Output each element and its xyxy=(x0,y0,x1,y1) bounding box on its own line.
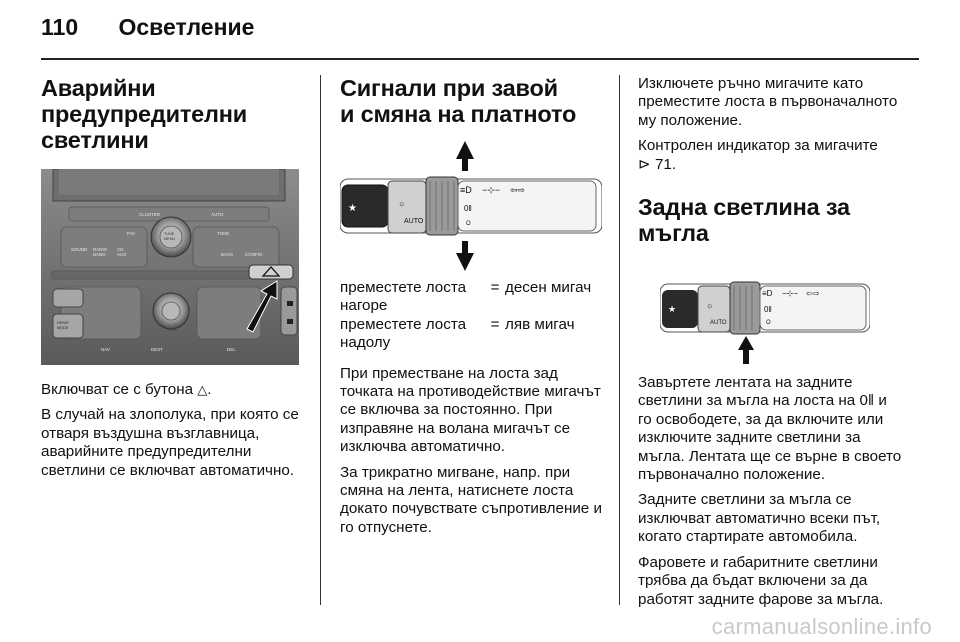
svg-text:⇦⇨: ⇦⇨ xyxy=(510,185,526,195)
panel-label-del: DEL xyxy=(227,347,236,352)
panel-label-auto: AUTO xyxy=(211,212,224,217)
panel-label-tone: TONE xyxy=(217,231,230,236)
panel-label-config: CONFIG xyxy=(245,252,263,257)
rear-fog-para-5: Фаровете и габаритните светлини трябва да бъдат включени за да работят задните фарове за мъгла. xyxy=(638,553,884,608)
svg-text:≡D: ≡D xyxy=(460,185,472,195)
panel-label-nav: NAV xyxy=(101,347,110,352)
panel-label-back: BACK xyxy=(221,252,234,257)
hazard-heading-line-1: Аварийни xyxy=(41,75,156,101)
legend-row: преместете лоста нагоре = десен мигач xyxy=(340,279,592,315)
rear-fog-heading: Задна светлина за мъгла xyxy=(638,194,850,247)
stalk-label-auto: AUTO xyxy=(710,320,727,327)
header-rule xyxy=(41,58,919,60)
svg-text:☼: ☼ xyxy=(398,199,406,208)
panel-label-fav: FAV xyxy=(127,231,136,236)
stalk-label-auto: AUTO xyxy=(404,218,424,225)
panel-label-aux: AUX xyxy=(117,252,127,257)
panel-label-band: BAND xyxy=(93,252,106,257)
svg-text:★: ★ xyxy=(668,304,677,315)
hazard-para-2: В случай на злополука, при която се отваря въздушна възглавница, аварийните предупредителни светлини се включват автоматично. xyxy=(41,406,299,479)
svg-text:☼: ☼ xyxy=(706,301,714,311)
rear-fog-icon: 0‖ xyxy=(859,392,875,410)
column-divider-1 xyxy=(320,75,321,605)
section-title: Осветление xyxy=(118,14,255,40)
watermark: carmanualsonline.info xyxy=(711,614,932,639)
svg-text:0‖: 0‖ xyxy=(764,305,772,315)
svg-text:≡D: ≡D xyxy=(762,289,773,299)
hazard-heading-line-3: светлини xyxy=(41,127,149,153)
panel-label-radio: RADIO xyxy=(93,247,108,252)
turn-signal-legend xyxy=(340,279,602,353)
column-turn-signals xyxy=(340,75,604,544)
rear-fog-stalk-figure xyxy=(660,264,870,364)
svg-text:★: ★ xyxy=(348,203,357,214)
rear-fog-para-4: Задните светлини за мъгла се изключват автоматично всеки път, когато стартирате автомобила. xyxy=(638,491,881,546)
turn-signal-para-1: При преместване на лоста зад точката на противодействие мигачът се включва за постоянно. При изправяне на волана мигачът се изключва автоматично. xyxy=(340,364,601,456)
stalk-label-o: O xyxy=(766,320,771,327)
panel-label-drive: DRIVE xyxy=(57,321,69,325)
rear-fog-para-2: Контролен индикатор за мигачите ⊳ 71. xyxy=(638,137,878,173)
legend-row: преместете лоста надолу = ляв мигач xyxy=(340,315,575,352)
rear-fog-para-1: Изключете ръчно мигачите като преместите лоста в първоначалното му положение. xyxy=(638,75,898,129)
panel-label-vol: VOL xyxy=(169,328,177,332)
hazard-heading xyxy=(41,75,299,153)
panel-label-dest: DEST xyxy=(151,347,164,352)
svg-text:−⊹−: −⊹− xyxy=(782,289,799,299)
svg-text:0‖: 0‖ xyxy=(464,204,472,213)
panel-label-mode: MODE xyxy=(57,326,69,330)
stalk-label-o: O xyxy=(466,221,471,227)
column-hazard-lights xyxy=(41,75,299,487)
page-number: 110 xyxy=(41,14,79,40)
rear-fog-para-3: Завъртете лентата на задните светлини за мъгла на лоста на 0‖ и го освободете, за да включите или изключите задните светлини за мъгла. Лентата ще се върне в своето първоначално положение. xyxy=(638,374,902,484)
panel-label-sound: SOUND xyxy=(71,247,88,252)
center-console-figure xyxy=(41,169,299,365)
panel-label-cd: CD xyxy=(117,247,124,252)
turn-signal-para-2: За трикратно мигване, напр. при смяна на лента, натиснете лоста докато почувствате съпротивление и го отпуснете. xyxy=(340,463,602,536)
hazard-triangle-icon: △ xyxy=(197,382,208,397)
svg-text:−⊹−: −⊹− xyxy=(482,185,501,195)
hazard-heading-line-2: предупредителни xyxy=(41,101,248,127)
panel-label-tune: TUNE xyxy=(164,232,175,236)
svg-text:⇦⇨: ⇦⇨ xyxy=(806,289,820,299)
panel-label-cluster: CLUSTER xyxy=(139,212,161,217)
column-rear-fog xyxy=(638,75,902,616)
panel-label-menu: MENU xyxy=(164,237,176,241)
turn-signal-stalk-figure xyxy=(340,141,602,271)
page-header xyxy=(41,14,254,41)
turn-signal-heading: Сигнали при завой и смяна на платното xyxy=(340,75,577,127)
page-ref-icon: ⊳ xyxy=(638,155,651,173)
column-divider-2 xyxy=(619,75,620,605)
hazard-para-1: Включват се с бутона △. xyxy=(41,381,212,398)
